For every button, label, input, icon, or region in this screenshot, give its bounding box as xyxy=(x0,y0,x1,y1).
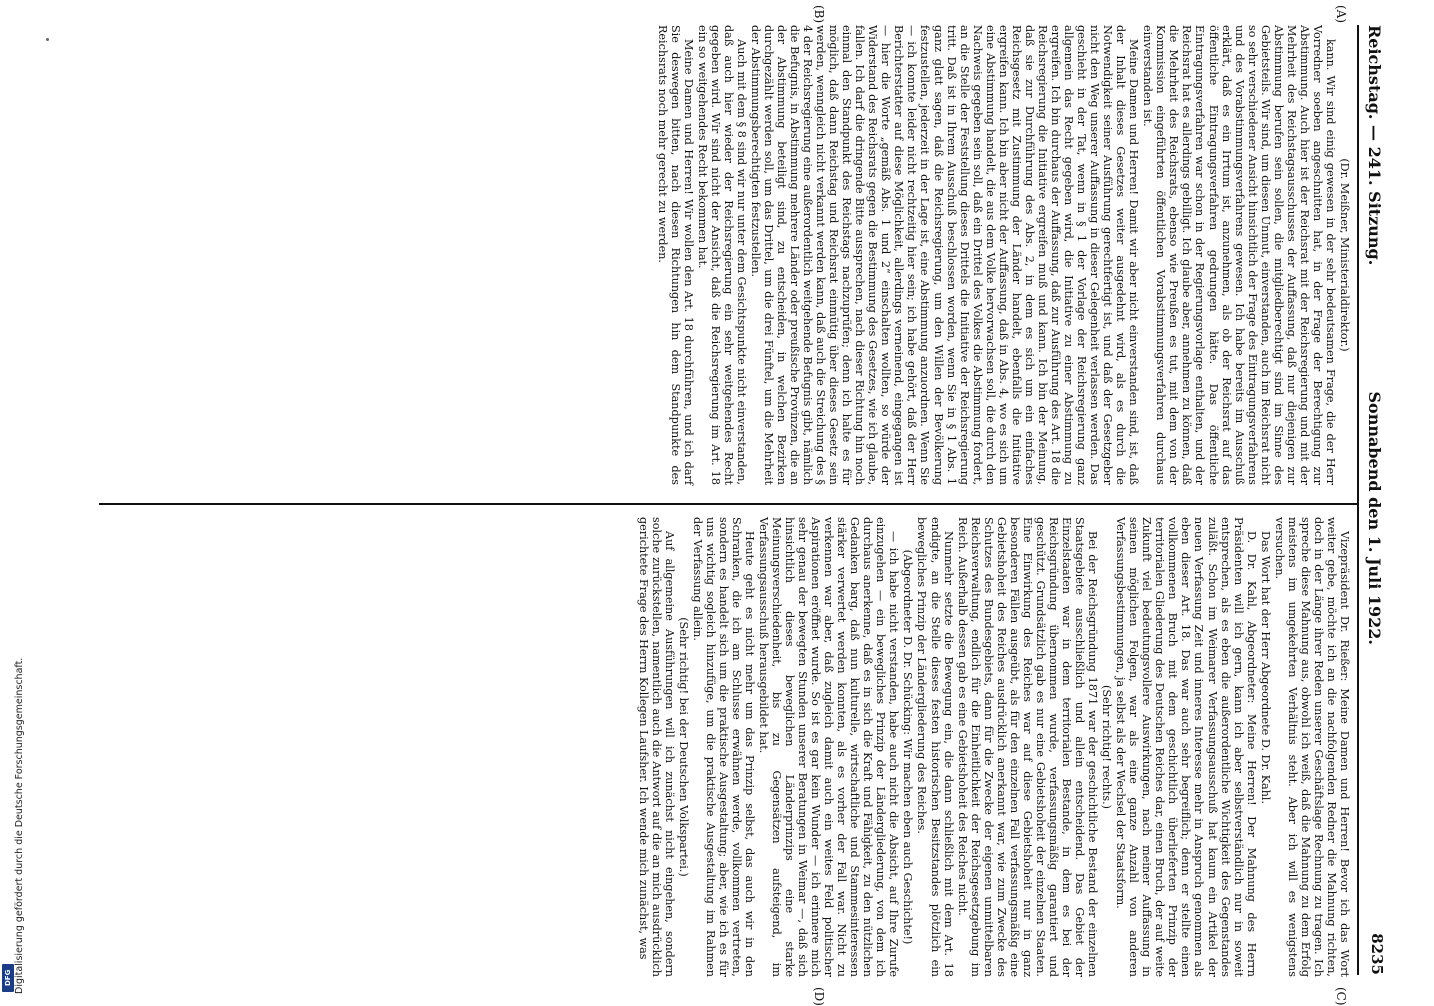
header-rule xyxy=(1357,25,1359,975)
paragraph: kann. Wir sind einig gewesen in der sehr bedeutsamen Frage, die der Herr Vorredner soeben angeschnitten hat, in der Frage der Berechtigung zur Abstimmung. Auch hier ist der Reichsrat mit der Reichsregierung und mit der Mehrheit des Reichstagsausschusses der Auffassung, daß nur diejenigen zur Abstimmung berufen sein sollen, die mitgliedberechtigt sind im Sinne des Gebietsteils. Wir sind, um diesen Unmut, einverstanden, auch im Reichsrat nicht so sehr verschiedener Ansicht hinsichtlich der Frage des Eintragungsverfahrens und des Vorabstimmungsverfahrens gewesen. Ich habe bereits im Ausschuß erklärt, daß es ein Irrtum ist, anzunehmen, als ob der Reichsrat auf das öffentliche Eintragungsverfahren gedrungen hätte. Das öffentliche Eintragungsverfahren war schon in der Regierungsvorlage enthalten, und der Reichsrat hat es allerdings gebilligt. Ich glaube aber, annehmen zu können, daß die Mehrheit des Reichsrats, ebenso wie Preußen es tut, mit dem von der Kommission eingeführten öffentlichen Vorabstimmungsverfahren durchaus einverstanden ist. xyxy=(1141,25,1337,485)
paragraph: Auf allgemeine Ausführungen will ich zunächst nicht eingehen, sondern solche zurückstellen, namentlich auch die Antwort auf die an mich ausdrücklich gerichtete Frage des Herrn Kollegen Laufsher. Ich wende mich zunächst, was xyxy=(636,517,676,977)
right-column xyxy=(635,517,1351,977)
running-head-date: Sonnabend den 1. Juli 1922. xyxy=(1365,391,1384,645)
scan-speck xyxy=(46,38,49,41)
page-header xyxy=(1357,25,1385,975)
running-head-left: Reichstag. — 241. Sitzung. xyxy=(1365,25,1384,266)
paragraph: (Abgeordneter D. Dr. Schücking: Wir machen eben auch Geschichte!) xyxy=(901,549,915,945)
left-column xyxy=(655,25,1351,485)
paragraph: Bei der Reichsgründung 1871 war der geschichtliche Bestand der einzelnen Staatsgebiete ausschließlich und allein entscheidend. Das Gebiet der Einzelstaaten war in dem territorialen Bestande, in dem es bei der Reichsgründung übernommen wurde, verfassungsmäßig garantiert und geschützt. Grundsätzlich gab es nur eine Gebietshoheit der einzelnen Staaten. Eine Einwirkung des Reiches war auf diese Gebietshoheit nur in ganz besonderen Fällen ausgeübt, als für den einzelnen Fall verfassungsmäßig eine Gebietshoheit des Reiches ausdrücklich anerkannt war, wie zum Zwecke des Schutzes des Bundesgebiets, dann für die Zwecke der eigenen unmittelbaren Reichsverwaltung, endlich für die Einheitlichkeit der Reichsgesetzgebung im Reich. Außerhalb dessen gab es eine Gebietshoheit des Reiches nicht. xyxy=(955,517,1100,977)
paragraph: — ich habe nicht verstanden, habe auch nicht die Absicht, auf Ihre Zurufe einzugehen — ein bewegliches Prinzip der Ländergliederung, von dem ich durchaus anerkenne, daß es in sich die Kraft und Fähigkeit, zu den nützlichen Gedanken barg, daß nun kulturelle, wirtschaftliche und Stammesinteressen stärker verwertet werden konnten, als es vorher der Fall war. Nicht zu verkennen war aber, daß zugleich damit auch ein weites Feld politischer Aspirationen eröffnet wurde. So ist es gar kein Wunder — ich erinnere mich sehr genau der bewegten Stunden unserer Beratungen in Weimar —, daß sich hinsichtlich dieses beweglichen Länderprinzips eine starke Meinungsverschiedenheit, bis zu Gegensätzen aufsteigend, im Verfassungsausschuß herausgebildet hat. xyxy=(756,517,901,977)
paragraph: Heute geht es nicht mehr um das Prinzip selbst, das auch wir in den Schranken, die ich am Schlusse erwähnen werde, vollkommen vertreten, sondern es handelt sich um die praktische Ausgestaltung; aber, wie ich es für uns wichtig sogleich hinzufüge, um die praktische Ausgestaltung im Rahmen der Verfassung allein. xyxy=(690,517,756,977)
paragraph: D. Dr. Kahl, Abgeordneter: Meine Herren! Der Mahnung des Herrn Präsidenten will ich gern, kann ich aber selbstverständlich nur in soweit entsprechen, als es eben die außerordentliche Wichtigkeit des Gegenstandes zuläßt. Schon im Weimarer Verfassungsausschuß hat kaum ein Artikel der neuen Verfassung Zeit und inneres Interesse mehr in Anspruch genommen als eben dieser Art. 18. Das war auch sehr begreiflich; denn er stellte einen vollkommenen Bruch mit dem geschichtlich überlieferten Prinzip der territorialen Gliederung des Deutschen Reiches dar, einen Bruch, der auf weite Zukunft viel bedeutungsvollere Auswirkungen, nach meiner Auffassung in seinen möglichen Folgen, war als eine ganze Anzahl von anderen Verfassungsbestimmungen, ja selbst als der Wechsel der Staatsform. xyxy=(1114,517,1258,977)
margin-marker-d: (D) xyxy=(812,987,826,1006)
margin-marker-c: (C) xyxy=(1334,987,1348,1006)
scanned-page xyxy=(95,5,1386,1006)
paragraph: Vizepräsident Dr. Rießer: Meine Damen und Herren! Bevor ich das Wort weiter gebe, möchte ich an die nachfolgenden Redner die Mahnung richten, doch in der Länge ihrer Reden unserer Geschäftslage Rechnung zu tragen. Ich spreche diese Mahnung aus, obwohl ich weiß, daß die Mahnung zu dem Erfolg meistens im umgekehrten Verhältnis steht. Aber ich will es wenigstens versuchen. xyxy=(1272,517,1351,977)
paragraph: Nunmehr setzte die Bewegung ein, die dann schließlich mit dem Art. 18 endigte, an die Stelle dieses festen historischen Besitzstandes plötzlich ein bewegliches Prinzip der Ländergliederung des Reiches. xyxy=(915,517,955,977)
paragraph: Meine Damen und Herren! Damit wir aber nicht einverstanden sind, ist, daß der Inhalt dieses Gesetzes weiter ausgedehnt wird, als es durch die Notwendigkeit seiner Ausführung gerechtfertigt ist, und daß der Gesetzgeber nicht den Weg unserer Auffassung in dieser Gelegenheit verlassen werden. Das geschieht in der Tat, wenn in § 1 der Vorlage der Reichsregierung ganz allgemein das Recht gegeben wird, die Initiative zu einer Abstimmung zu ergreifen. Ich bin durchaus der Auffassung, daß zur Ausführung des Art. 18 die Reichsregierung die Initiative ergreifen muß und kann. Ich bin der Meinung, daß sie zur Durchführung des Abs. 2, in dem es sich um ein einfaches Reichsgesetz mit Zustimmung der Länder handelt, ebenfalls die Initiative ergreifen kann. Ich bin aber nicht der Auffassung, daß in Abs. 4, wo es sich um eine Abstimmung handelt, die aus dem Volke hervorwachsen soll, die durch den Nachweis gegeben sein soll, daß ein Drittel des Volkes die Abstimmung fordert, an die Stelle der Feststellung dieses Drittels die Initiative der Reichsregierung tritt. Daß ist in Ihrem Ausschuß beschlossen worden, wenn Sie in § 1 Abs. 1 ganz glatt sagen, daß die Reichsregierung, um den Willen der Bevölkerung festzustellen, jederzeit in der Lage ist, eine Abstimmung anzuordnen. Wenn Sie — ich konnte leider nicht rechtzeitig hier sein; ich habe gehört, daß der Herr Berichterstatter auf diese Möglichkeit, allerdings verneinend, eingegangen ist — hier die Worte „gemäß Abs. 1 und 2“ einschalten wollten, so würde der Widerstand des Reichsrats gegen die Bestimmung des Gesetzes, wie ich glaube, fallen. Ich darf die dringende Bitte aussprechen, nach dieser Richtung hin noch einmal den Standpunkt des Reichstags nachzuprüfen; denn ich halte es für möglich, daß dann Reichstag und Reichsrat einmütig über dieses Gesetz sein werden, wenngleich nicht verkannt werden kann, daß auch die Streichung des § 4 der Reichsregierung eine außerordentlich weitgehende Befugnis gibt, nämlich die Befugnis, in Abstimmung mehrere Länder oder preußische Provinzen, die an der Abstimmung beteiligt sind, zu entscheiden, in welchen Bezirken durchgezählt werden soll, um das Drittel, um die drei Fünftel, um die Mehrheit der Abstimmungsberechtigten festzustellen. xyxy=(748,25,1141,485)
paragraph: Meine Damen und Herren! Wir wollen den Art. 18 durchführen, und ich darf Sie deswegen bitten, nach diesen Richtungen hin dem Standpunkte des Reichsrats noch mehr gerecht zu werden. xyxy=(655,25,695,485)
credit-bar xyxy=(0,0,25,1000)
paragraph: (Dr. Meißner, Ministerialdirektor.) xyxy=(1338,158,1351,352)
column-divider xyxy=(99,503,1357,505)
paragraph: (Sehr richtig! bei der Deutschen Volkspartei.) xyxy=(676,617,690,877)
paragraph: Das Wort hat der Herr Abgeordnete D. Dr. Kahl. xyxy=(1258,531,1272,805)
digitization-credit: Digitalisierung gefördert durch die Deutsche Forschungsgemeinschaft. xyxy=(14,657,25,994)
dfg-logo: DFG xyxy=(2,964,14,992)
margin-marker-a: (A) xyxy=(1334,5,1348,24)
page-number: 8235 xyxy=(1368,933,1386,975)
margin-marker-b: (B) xyxy=(812,5,826,24)
paragraph: (Sehr richtig! rechts.) xyxy=(1100,684,1114,810)
paragraph: Auch mit dem § 8 sind wir nur unter dem Gesichtspunkte nicht einverstanden, daß auch hier wieder der Reichsregierung ein sehr weitgehendes Recht gegeben wird. Wir sind nicht der Ansicht, daß die Reichsregierung im Art. 18 ein so weitgehendes Recht bekommen hat. xyxy=(695,25,748,485)
